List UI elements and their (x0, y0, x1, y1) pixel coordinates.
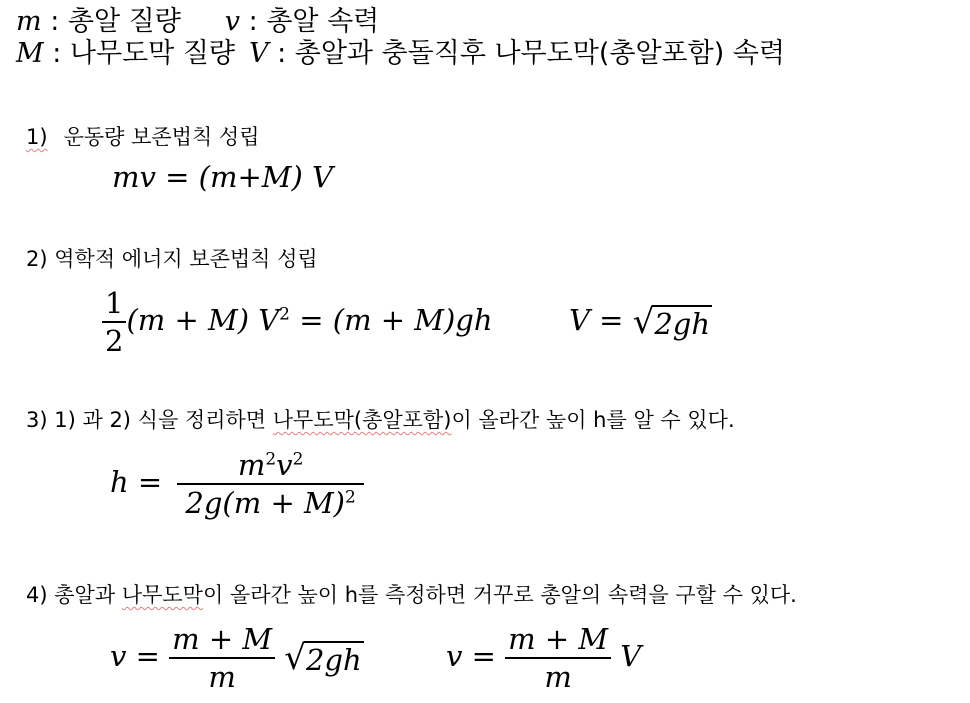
definition-line-1 (16, 6, 379, 38)
eq4a-fraction (169, 622, 275, 694)
eq2-part2: (m + M)gh (332, 303, 493, 337)
symbol-V: V (249, 38, 269, 69)
eq2-equals: = (299, 303, 324, 337)
eq3-fraction (177, 448, 363, 520)
eq1-rhs-close: M) V (261, 160, 333, 194)
eq4a-lhs: v = (110, 639, 160, 673)
step-1-equation (112, 160, 333, 194)
eq3-numerator: $m^2v^2$ (237, 448, 304, 482)
eq2-half-numerator: 1 (105, 286, 124, 320)
eq1-equals: = (165, 160, 190, 194)
sqrt-radical-icon: √ (284, 637, 306, 678)
eq2-half-denominator: 2 (102, 321, 126, 358)
step-1-number: 1) (26, 125, 48, 149)
eq4a-sqrt (284, 637, 363, 678)
eq2-sup1: 2 (279, 304, 290, 325)
eq4b-fraction (505, 622, 611, 694)
eq1-plus: + (237, 160, 262, 194)
step-4-equation-1 (110, 622, 364, 694)
eq2-half-fraction (102, 286, 126, 358)
definition-line-2 (16, 38, 785, 70)
desc-v: : 총알 속력 (240, 6, 380, 37)
desc-m: : 총알 질량 (41, 6, 181, 37)
step-3-prefix: 1) 과 2) 식을 정리하면 (54, 408, 273, 432)
eq3-denominator: $2g(m + M)^2$ (177, 483, 363, 520)
step-4-highlight: 나무도막 (121, 583, 203, 607)
sqrt-radical-icon: √ (632, 301, 655, 342)
step-4-heading (26, 582, 797, 608)
eq2-sqrt (632, 301, 712, 342)
eq2-part1: (m + M) V (126, 303, 280, 337)
eq4b-lhs: v = (446, 639, 496, 673)
eq1-lhs: mv (112, 160, 156, 194)
eq4a-sqrt-body: 2gh (305, 642, 362, 677)
step-3-heading (26, 407, 735, 433)
step-2-heading (26, 246, 318, 272)
step-2-title: 역학적 에너지 보존법칙 성립 (54, 247, 318, 271)
eq2-sqrt-body: 2gh (654, 306, 711, 341)
symbol-m: m (16, 6, 42, 37)
eq4b-denominator: m (505, 657, 611, 694)
step-4-number: 4) (26, 583, 48, 607)
step-4-prefix: 총알과 (54, 583, 122, 607)
eq1-rhs-open: (m (198, 160, 238, 194)
step-1-heading (26, 124, 260, 150)
step-2-number: 2) (26, 247, 48, 271)
eq4b-tail: V (620, 639, 642, 673)
step-3-highlight: 나무도막(총알포함) (272, 408, 452, 432)
step-4-equation-2 (446, 622, 641, 694)
step-3-suffix: 이 올라간 높이 h를 알 수 있다. (451, 408, 735, 432)
eq2-v-lhs: V = (569, 303, 624, 337)
eq4b-numerator: m + M (508, 622, 609, 656)
eq3-lhs: h = (110, 465, 163, 499)
step-3-number: 3) (26, 408, 48, 432)
desc-V: : 총알과 충돌직후 나무도막(총알포함) 속력 (268, 38, 785, 69)
eq4a-denominator: m (169, 657, 275, 694)
step-1-title: 운동량 보존법칙 성립 (63, 125, 260, 149)
desc-M: : 나무도막 질량 (43, 38, 235, 69)
step-2-equation (102, 286, 712, 358)
symbol-M: M (16, 38, 44, 69)
eq4a-numerator: m + M (172, 622, 273, 656)
step-3-equation (110, 448, 364, 520)
symbol-v: v (224, 6, 241, 37)
step-4-suffix: 이 올라간 높이 h를 측정하면 거꾸로 총알의 속력을 구할 수 있다. (202, 583, 797, 607)
